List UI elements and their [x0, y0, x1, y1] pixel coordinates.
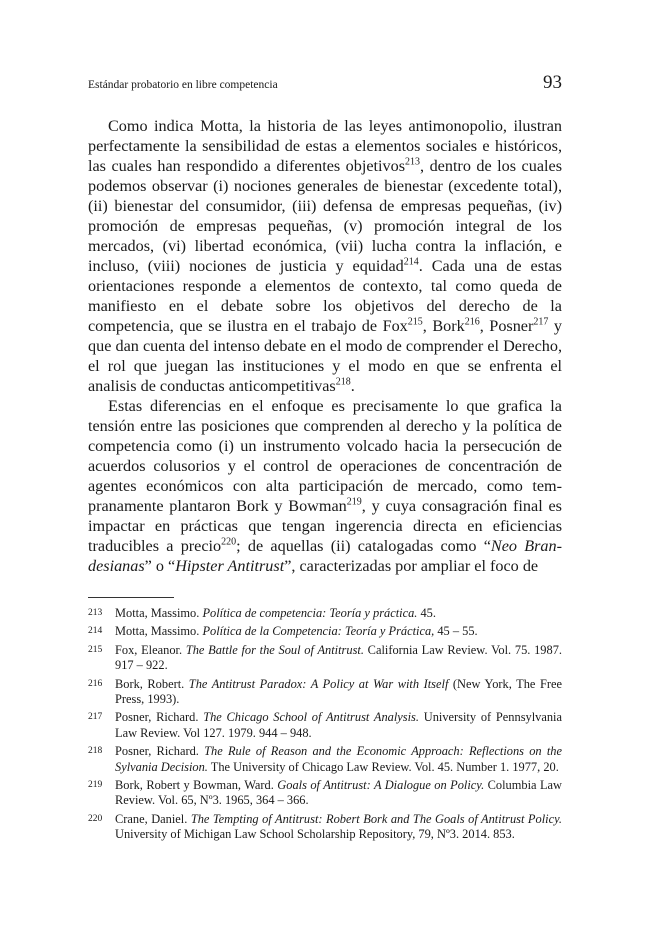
- footnote-ref[interactable]: 213: [405, 156, 421, 168]
- footnote-ref[interactable]: 218: [335, 376, 351, 388]
- footnote-ref[interactable]: 220: [221, 536, 237, 548]
- footnote-ref[interactable]: 217: [533, 316, 549, 328]
- footnote: 220 Crane, Daniel. The Tempting of Antitrust: Robert Bork and The Goals of Antitrust Policy. University of Michigan Law School Scholarship Repository, 79, Nº3. 2014. 853.: [88, 811, 562, 842]
- footnote: 214 Motta, Massimo. Política de la Competencia: Teoría y Práctica, 45 – 55.: [88, 624, 478, 639]
- footnote: 218 Posner, Richard. The Rule of Reason and the Economic Approach: Reflections on the Sylvania Decision. The University of Chicago Law Review. Vol. 45. Number 1. 1977, 20.: [88, 744, 562, 774]
- page-header: [88, 72, 562, 98]
- footnote-ref[interactable]: 216: [464, 316, 480, 328]
- page-number: 93: [543, 72, 562, 93]
- footnote-ref[interactable]: 215: [407, 316, 423, 328]
- footnote-ref[interactable]: 219: [346, 496, 362, 508]
- footnote: 219 Bork, Robert y Bowman, Ward. Goals of Antitrust: A Dialogue on Policy. Columbia Law Review. Vol. 65, Nº3. 1965, 364 – 366.: [88, 778, 562, 808]
- paragraph: Como indica Motta, la historia de las leyes antimonopolio, ilustran perfectamente la sensibilidad de estas a elementos sociales e históricos, las cuales han respondido a diferentes objetivos$^{213}$, dentro de los cuales podemos observar (i) nociones generales de bienestar (excedente total), (ii) bienestar del consumidor, (iii) defensa de empresas pequeñas, (iv) promoción de empresas pequeñas, (v) promoción integral de los mercados, (vi) libertad económica, (vii) lucha contra la inflación, e incluso, (viii) nociones de justicia y equidad$^{214}$. Cada una de estas orientaciones responde a elementos de contexto, tal como queda de manifiesto en el debate sobre los objetivos del derecho de la competencia, que se ilustra en el trabajo de Fox$^{215}$, Bork$^{216}$, Posner$^{217}$ y que dan cuenta del intenso debate en el modo de comprender el Derecho, el rol que juegan las instituciones y el modo en que se enfrenta el analisis de conductas anticompetitivas$^{218}$.: [88, 117, 563, 395]
- footnotes: [88, 606, 562, 846]
- footnote: 213 Motta, Massimo. Política de competencia: Teoría y práctica. 45.: [88, 606, 436, 620]
- footnote: 216 Bork, Robert. The Antitrust Paradox: A Policy at War with Itself (New York, The Free Press, 1993).: [88, 676, 562, 707]
- body-text: [88, 116, 562, 576]
- footnote-divider: [88, 597, 174, 598]
- paragraph: Estas diferencias en el enfoque es precisamente lo que grafica la tensión entre las posiciones que comprenden al derecho y la política de competencia como (i) un instrumento volcado hacia la persecución de acuerdos colusorios y el control de operaciones de concentración de agentes económicos con alta participación de mercado, como tempranamente plantaron Bork y Bowman$^{219}$, y cuya consagración final es impactar en prácticas que tengan ingerencia directa en eficiencias traducibles a precio$^{220}$; de aquellas (ii) catalogadas como “Neo Brandesianas” o “Hipster Antitrust”, caracterizadas por ampliar el foco de: [88, 397, 562, 575]
- footnote: 215 Fox, Eleanor. The Battle for the Soul of Antitrust. California Law Review. Vol. 75. 1987. 917 – 922.: [88, 642, 562, 673]
- footnote: 217 Posner, Richard. The Chicago School of Antitrust Analysis. University of Pennsylvania Law Review. Vol 127. 1979. 944 – 948.: [88, 710, 562, 740]
- footnote-ref[interactable]: 214: [403, 256, 419, 268]
- running-title: Estándar probatorio en libre competencia: [88, 79, 278, 91]
